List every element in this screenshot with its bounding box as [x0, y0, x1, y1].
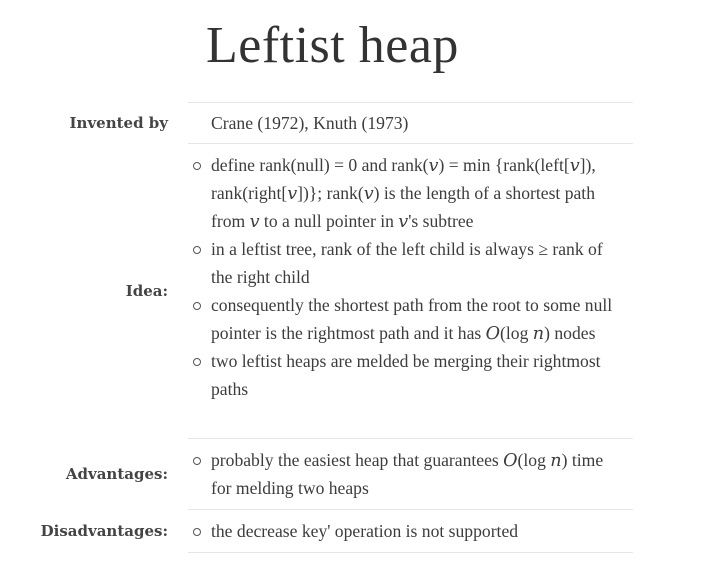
divider	[188, 509, 633, 510]
invented-by-value: Crane (1972), Knuth (1973)	[211, 113, 409, 133]
disadvantages-list	[211, 517, 626, 545]
advantage-item: probably the easiest heap that guarantees 𝑂(log 𝑛) time for melding two heaps	[211, 446, 626, 502]
idea-item: consequently the shortest path from the root to some null pointer is the rightmost path and it has 𝑂(log 𝑛) nodes	[211, 291, 626, 347]
idea-label: Idea:	[125, 282, 168, 300]
idea-list	[211, 151, 626, 403]
divider	[188, 438, 633, 439]
disadvantage-item: the decrease key' operation is not supported	[211, 517, 626, 545]
advantages-list	[211, 446, 626, 502]
advantages-label: Advantages:	[65, 465, 168, 483]
page-title: Leftist heap	[206, 17, 459, 74]
invented-by-label: Invented by	[69, 114, 168, 132]
divider	[188, 143, 633, 144]
idea-item: two leftist heaps are melded be merging their rightmost paths	[211, 347, 626, 403]
disadvantages-label: Disadvantages:	[40, 522, 168, 540]
idea-item: define rank(null) = 0 and rank(𝑣) = min {rank(left[𝑣]), rank(right[𝑣])}; rank(𝑣) is the length of a shortest path from 𝑣 to a null pointer in 𝑣's subtree	[211, 151, 626, 235]
idea-item: in a leftist tree, rank of the left child is always ≥ rank of the right child	[211, 235, 626, 291]
divider	[188, 552, 633, 553]
divider	[188, 102, 633, 103]
